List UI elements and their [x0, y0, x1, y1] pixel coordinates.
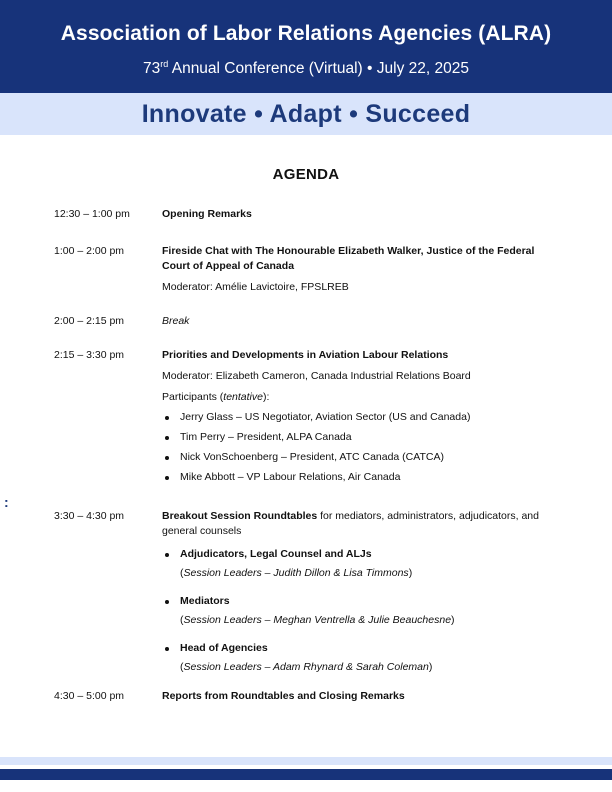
- roundtable-item: [162, 641, 557, 675]
- conference-ordinal: rd: [160, 59, 169, 69]
- conference-details: Annual Conference (Virtual) • July 22, 2025: [168, 60, 469, 77]
- session-title: Breakout Session Roundtables: [162, 510, 318, 522]
- session-title-line: [162, 509, 557, 539]
- session-content: [162, 348, 557, 490]
- conference-line: [0, 59, 612, 78]
- participant-item: Nick VonSchoenberg – President, ATC Canada (CATCA): [162, 450, 557, 465]
- roundtable-list: [162, 547, 557, 675]
- participants-tentative: tentative: [223, 391, 263, 403]
- participant-item: Tim Perry – President, ALPA Canada: [162, 430, 557, 445]
- roundtable-leaders: (Session Leaders – Adam Rhynard & Sarah Coleman): [180, 661, 433, 673]
- participant-list: [162, 410, 557, 485]
- session-time: 2:15 – 3:30 pm: [54, 349, 125, 361]
- session-time: 4:30 – 5:00 pm: [54, 690, 125, 702]
- roundtable-leaders-text: Session Leaders – Adam Rhynard & Sarah Coleman: [183, 661, 429, 673]
- participant-item: Mike Abbott – VP Labour Relations, Air Canada: [162, 470, 557, 485]
- participants-label: [162, 390, 557, 405]
- session-time: 12:30 – 1:00 pm: [54, 208, 130, 220]
- roundtable-leaders-text: Session Leaders – Meghan Ventrella & Julie Beauchesne: [183, 614, 452, 626]
- session-time: 3:30 – 4:30 pm: [54, 510, 125, 522]
- footer-band-dark: [0, 769, 612, 780]
- footer-band-light: [0, 757, 612, 765]
- roundtable-leaders-text: Session Leaders – Judith Dillon & Lisa Timmons: [183, 567, 409, 579]
- session-time: 1:00 – 2:00 pm: [54, 245, 125, 257]
- conference-number: 73: [143, 60, 161, 77]
- org-title: Association of Labor Relations Agencies (ALRA): [60, 22, 552, 45]
- margin-colon-mark: :: [4, 494, 9, 510]
- session-content: [162, 244, 557, 295]
- session-moderator: Moderator: Elizabeth Cameron, Canada Industrial Relations Board: [162, 370, 471, 382]
- agenda-heading: AGENDA: [272, 166, 340, 183]
- tagline-band: [0, 93, 612, 135]
- session-content: [162, 689, 557, 704]
- session-time: 2:00 – 2:15 pm: [54, 315, 125, 327]
- session-title: Reports from Roundtables and Closing Remarks: [162, 690, 405, 702]
- session-title: Priorities and Developments in Aviation Labour Relations: [162, 349, 449, 361]
- roundtable-name: Head of Agencies: [180, 642, 268, 654]
- roundtable-leaders: (Session Leaders – Meghan Ventrella & Julie Beauchesne): [180, 614, 455, 626]
- roundtable-name: Adjudicators, Legal Counsel and ALJs: [180, 548, 372, 560]
- session-title: Fireside Chat with The Honourable Elizabeth Walker, Justice of the Federal Court of Appeal of Canada: [162, 245, 535, 272]
- participants-label-prefix: Participants (: [162, 391, 224, 403]
- session-moderator: Moderator: Amélie Lavictoire, FPSLREB: [162, 281, 349, 293]
- session-content: [162, 207, 557, 222]
- roundtable-name: Mediators: [180, 595, 230, 607]
- session-content: [162, 314, 557, 329]
- participants-label-suffix: ):: [262, 391, 270, 403]
- header-banner: [0, 0, 612, 93]
- session-content: [162, 509, 557, 688]
- roundtable-leaders: (Session Leaders – Judith Dillon & Lisa Timmons): [180, 567, 413, 579]
- roundtable-item: [162, 594, 557, 628]
- session-title: Opening Remarks: [162, 208, 252, 220]
- tagline: Innovate • Adapt • Succeed: [141, 100, 471, 128]
- session-title: Break: [162, 315, 190, 327]
- participant-item: Jerry Glass – US Negotiator, Aviation Sector (US and Canada): [162, 410, 557, 425]
- session-title-rest: for mediators, administrators, adjudicators, and general counsels: [162, 510, 539, 537]
- roundtable-item: [162, 547, 557, 581]
